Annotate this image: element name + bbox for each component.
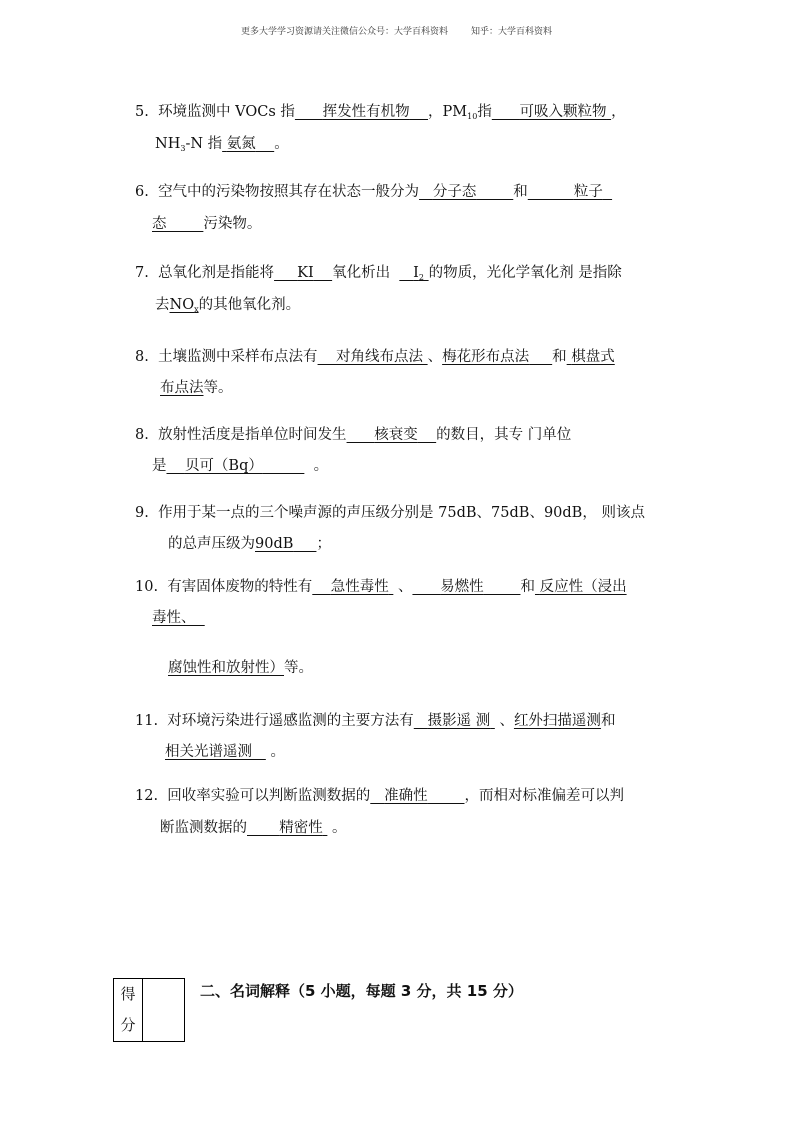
question-8a-line-1: 8. 土壤监测中采样布点法有 对角线布点法 、梅花形布点法 和 棋盘式 bbox=[135, 349, 615, 365]
answer-blank: 梅花形布点法 bbox=[442, 349, 530, 365]
answer-blank: 贝可（Bq） bbox=[184, 458, 263, 474]
question-8a-line-2: 布点法等。 bbox=[160, 380, 233, 396]
answer-blank: $I_2$ bbox=[413, 265, 424, 282]
question-8b-line-1: 8. 放射性活度是指单位时间发生 核衰变 的数目，其专 门单位 bbox=[135, 427, 572, 443]
question-10-line-1: 10. 有害固体废物的特性有 急性毒性 、 易燃性 和 反应性（浸出 bbox=[135, 579, 627, 595]
question-9-line-1: 9. 作用于某一点的三个噪声源的声压级分别是 75dB、75dB、90dB， 则该点 bbox=[135, 505, 645, 521]
score-label: 得 分 bbox=[114, 979, 143, 1042]
question-9-line-2: 的总声压级为90dB ； bbox=[168, 536, 331, 552]
answer-blank: 急性毒性 bbox=[330, 579, 389, 595]
answer-blank: $NO_x$ bbox=[169, 297, 199, 314]
answer-blank: 对角线布点法 bbox=[336, 349, 423, 365]
answer-blank: 粒子 bbox=[573, 184, 603, 200]
answer-blank: 态 bbox=[152, 216, 167, 232]
answer-blank: 布点法 bbox=[160, 380, 204, 396]
question-5-line-2: $NH_3-N$ 指 氨氮 。 bbox=[155, 136, 289, 153]
answer-blank: 腐蚀性和放射性） bbox=[168, 660, 284, 676]
question-6-line-1: 6. 空气中的污染物按照其存在状态一般分为 分子态 和 粒子 bbox=[135, 182, 612, 202]
answer-blank: KI bbox=[297, 265, 314, 281]
question-12-line-1: 12. 回收率实验可以判断监测数据的 准确性 ，而相对标准偏差可以判 bbox=[135, 788, 624, 804]
header-wechat-note: 更多大学学习资源请关注微信公众号：大学百科资料 bbox=[241, 27, 449, 37]
answer-blank: 相关光谱遥测 bbox=[165, 744, 252, 760]
section-2-title: 二、名词解释（5 小题，每题 3 分，共 15 分） bbox=[200, 982, 523, 1000]
question-7-line-2: 去$NO_x$的其他氧化剂。 bbox=[155, 297, 301, 314]
score-box-table bbox=[113, 978, 185, 1042]
answer-blank: 反应性（浸出 bbox=[539, 579, 627, 595]
question-12-line-2: 断监测数据的 精密性 。 bbox=[160, 820, 347, 836]
answer-blank: 摄影遥 测 bbox=[427, 713, 491, 729]
answer-blank: 毒性、 bbox=[152, 610, 196, 626]
question-5-line-1: 5. 环境监测中 VOCs 指 挥发性有机物 ，$PM_{10}$指 可吸入颗粒物 ， bbox=[135, 104, 626, 121]
answer-blank: 易燃性 bbox=[440, 579, 484, 595]
answer-blank: 可吸入颗粒物 bbox=[519, 104, 607, 120]
question-11-line-1: 11. 对环境污染进行遥感监测的主要方法有 摄影遥 测 、红外扫描遥测和 bbox=[135, 713, 616, 729]
page-header bbox=[0, 24, 793, 37]
answer-blank: 准确性 bbox=[384, 788, 428, 804]
question-10-line-3: 腐蚀性和放射性）等。 bbox=[168, 660, 313, 676]
answer-blank: 分子态 bbox=[432, 184, 477, 200]
answer-blank: 核衰变 bbox=[374, 427, 418, 443]
answer-blank: 红外扫描遥测 bbox=[513, 713, 601, 729]
answer-blank: 精密性 bbox=[279, 820, 323, 836]
answer-blank: 氨氮 bbox=[226, 136, 256, 152]
question-10-line-2 bbox=[152, 608, 205, 628]
question-11-line-2: 相关光谱遥测 。 bbox=[165, 744, 285, 760]
question-6-line-2: 态 污染物。 bbox=[152, 216, 262, 232]
header-zhihu-note: 知乎：大学百科资料 bbox=[470, 27, 552, 37]
answer-blank: 90dB bbox=[255, 536, 294, 552]
score-entry-box bbox=[143, 979, 185, 1042]
question-7-line-1: 7. 总氧化剂是指能将 KI 氧化析出 $I_2$ 的物质，光化学氧化剂 是指除 bbox=[135, 265, 622, 282]
answer-blank: 挥发性有机物 bbox=[322, 104, 410, 120]
answer-blank: 棋盘式 bbox=[571, 349, 615, 365]
question-8b-line-2: 是 贝可（Bq） 。 bbox=[152, 458, 329, 474]
